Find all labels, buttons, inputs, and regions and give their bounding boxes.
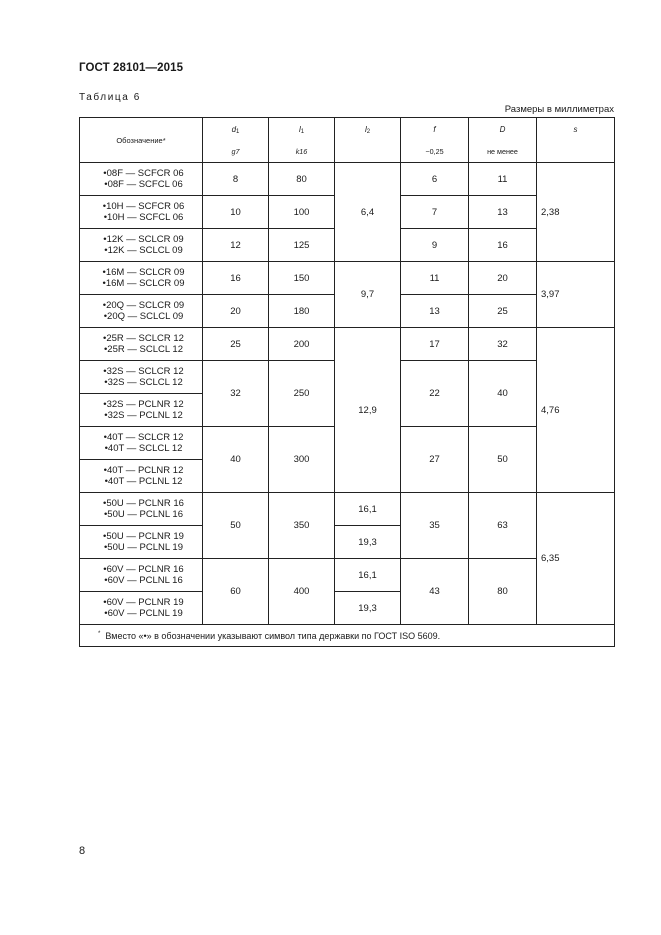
l1-cell: 100 [269, 196, 335, 229]
s-cell: 6,35 [537, 493, 615, 625]
D-cell: 32 [469, 328, 537, 361]
header-row-1 [80, 118, 615, 142]
designation-cell: •32S — SCLCR 12 •32S — SCLCL 12 [80, 361, 203, 394]
header-l2: l2 [335, 118, 401, 163]
table-row [80, 163, 615, 196]
table-row [80, 328, 615, 361]
f-cell: 27 [401, 427, 469, 493]
l1-cell: 125 [269, 229, 335, 262]
l2-cell: 12,9 [335, 328, 401, 493]
D-cell: 50 [469, 427, 537, 493]
designation-cell: •25R — SCLCR 12 •25R — SCLCL 12 [80, 328, 203, 361]
d1-cell: 40 [203, 427, 269, 493]
d1-cell: 20 [203, 295, 269, 328]
l2-cell: 9,7 [335, 262, 401, 328]
s-cell: 4,76 [537, 328, 615, 493]
table-row [80, 262, 615, 295]
l1-cell: 80 [269, 163, 335, 196]
header-l1-tolerance: k16 [269, 142, 335, 163]
page-number: 8 [79, 845, 86, 857]
designation-cell: •50U — PCLNR 19 •50U — PCLNL 19 [80, 526, 203, 559]
f-cell: 35 [401, 493, 469, 559]
l1-cell: 300 [269, 427, 335, 493]
d1-cell: 32 [203, 361, 269, 427]
header-d1-tolerance: g7 [203, 142, 269, 163]
f-cell: 9 [401, 229, 469, 262]
designation-cell: •08F — SCFCR 06 •08F — SCFCL 06 [80, 163, 203, 196]
designation-cell: •60V — PCLNR 16 •60V — PCLNL 16 [80, 559, 203, 592]
header-s: s [537, 118, 615, 163]
l2-cell: 19,3 [335, 592, 401, 625]
l2-cell: 16,1 [335, 493, 401, 526]
f-cell: 11 [401, 262, 469, 295]
l1-cell: 350 [269, 493, 335, 559]
D-cell: 16 [469, 229, 537, 262]
footnote: * Вместо «•» в обозначении указывают символ типа державки по ГОСТ ISO 5609. [80, 625, 615, 647]
designation-cell: •60V — PCLNR 19 •60V — PCLNL 19 [80, 592, 203, 625]
l1-cell: 150 [269, 262, 335, 295]
f-cell: 13 [401, 295, 469, 328]
header-d1: d1 [203, 118, 269, 142]
s-cell: 2,38 [537, 163, 615, 262]
designation-cell: •20Q — SCLCR 09 •20Q — SCLCL 09 [80, 295, 203, 328]
f-cell: 7 [401, 196, 469, 229]
header-designation: Обозначение* [80, 118, 203, 163]
units-note: Размеры в миллиметрах [504, 104, 614, 115]
D-cell: 11 [469, 163, 537, 196]
f-cell: 17 [401, 328, 469, 361]
l2-cell: 6,4 [335, 163, 401, 262]
header-D-note: не менее [469, 142, 537, 163]
footnote-row [80, 625, 615, 647]
l1-cell: 250 [269, 361, 335, 427]
header-D: D [469, 118, 537, 142]
D-cell: 25 [469, 295, 537, 328]
D-cell: 40 [469, 361, 537, 427]
d1-cell: 25 [203, 328, 269, 361]
designation-cell: •32S — PCLNR 12 •32S — PCLNL 12 [80, 394, 203, 427]
D-cell: 80 [469, 559, 537, 625]
standard-designation: ГОСТ 28101—2015 [79, 62, 184, 74]
designation-cell: •40T — PCLNR 12 •40T — PCLNL 12 [80, 460, 203, 493]
d1-cell: 10 [203, 196, 269, 229]
d1-cell: 8 [203, 163, 269, 196]
d1-cell: 16 [203, 262, 269, 295]
table-title: Таблица 6 [79, 92, 141, 103]
header-f-tolerance: −0,25 [401, 142, 469, 163]
f-cell: 43 [401, 559, 469, 625]
D-cell: 63 [469, 493, 537, 559]
l1-cell: 180 [269, 295, 335, 328]
l2-cell: 16,1 [335, 559, 401, 592]
designation-cell: •16M — SCLCR 09 •16M — SCLCR 09 [80, 262, 203, 295]
d1-cell: 60 [203, 559, 269, 625]
l1-cell: 400 [269, 559, 335, 625]
designation-cell: •40T — SCLCR 12 •40T — SCLCL 12 [80, 427, 203, 460]
l1-cell: 200 [269, 328, 335, 361]
header-l1: l1 [269, 118, 335, 142]
d1-cell: 12 [203, 229, 269, 262]
designation-cell: •10H — SCFCR 06 •10H — SCFCL 06 [80, 196, 203, 229]
table-row [80, 493, 615, 526]
l2-cell: 19,3 [335, 526, 401, 559]
D-cell: 13 [469, 196, 537, 229]
f-cell: 22 [401, 361, 469, 427]
d1-cell: 50 [203, 493, 269, 559]
dimensions-table [79, 117, 615, 647]
header-f: f [401, 118, 469, 142]
s-cell: 3,97 [537, 262, 615, 328]
f-cell: 6 [401, 163, 469, 196]
D-cell: 20 [469, 262, 537, 295]
designation-cell: •12K — SCLCR 09 •12K — SCLCL 09 [80, 229, 203, 262]
table-row [80, 559, 615, 592]
designation-cell: •50U — PCLNR 16 •50U — PCLNL 16 [80, 493, 203, 526]
